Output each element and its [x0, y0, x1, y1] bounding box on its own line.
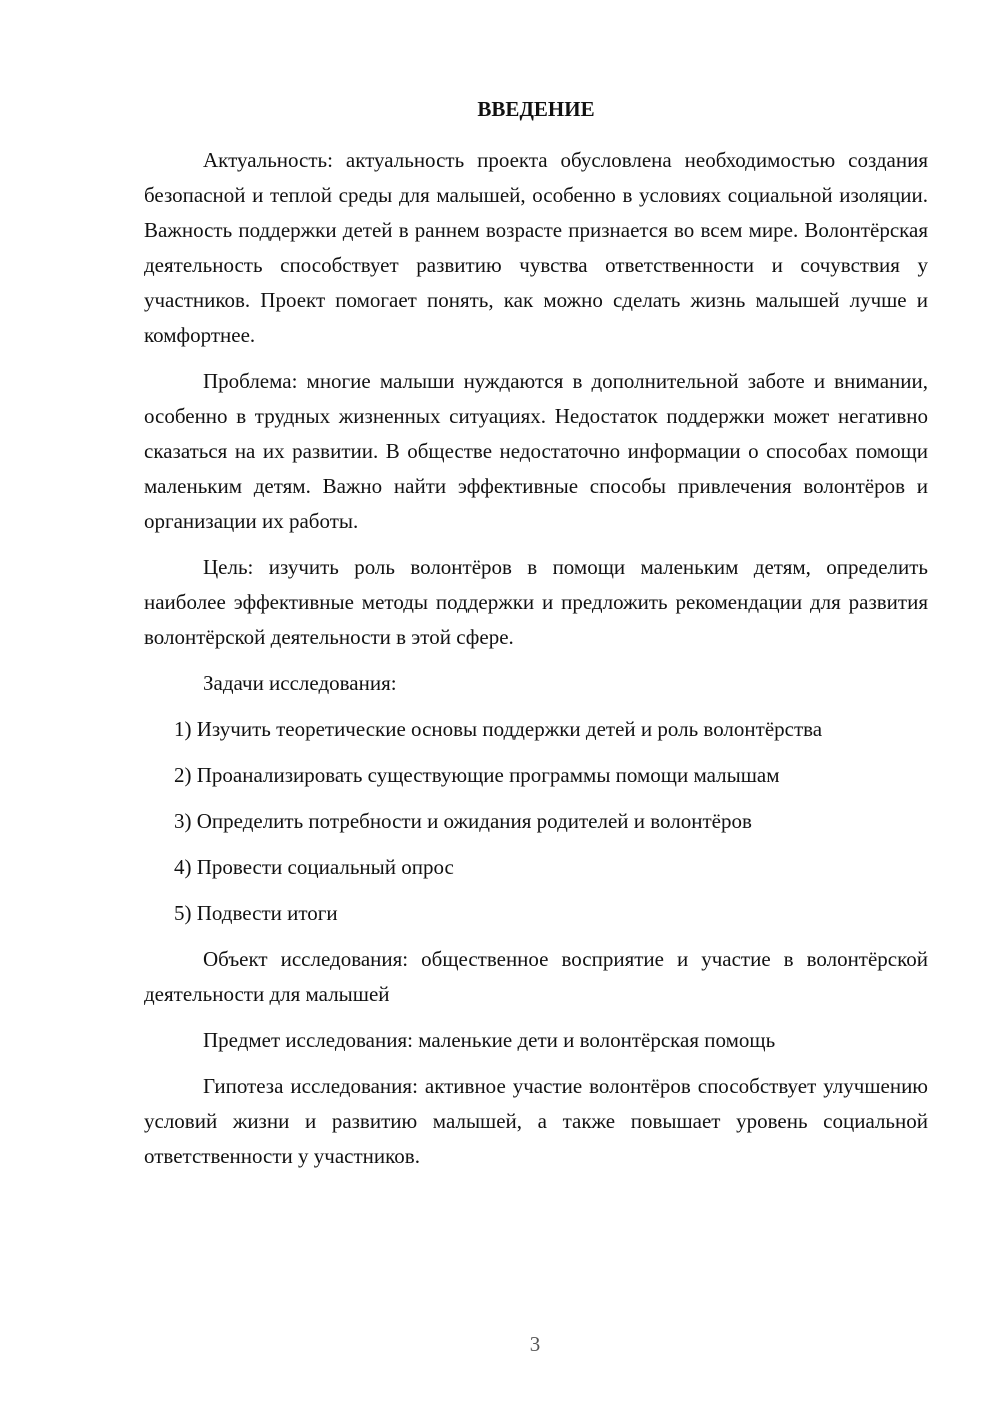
task-item-1: 1) Изучить теоретические основы поддержки детей и роль волонтёрства: [174, 717, 823, 741]
task-item-5: 5) Подвести итоги: [174, 901, 338, 925]
paragraph-object: Объект исследования: общественное восприятие и участие в волонтёрской деятельности для малышей: [144, 947, 928, 1006]
paragraph-problem: Проблема: многие малыши нуждаются в дополнительной заботе и внимании, особенно в трудных жизненных ситуациях. Недостаток поддержки может негативно сказаться на их развитии. В обществе недостаточно информации о способах помощи маленьким детям. Важно найти эффективные способы привлечения волонтёров и организации их работы.: [144, 369, 928, 533]
document-body: [144, 92, 928, 1185]
task-item-4: 4) Провести социальный опрос: [174, 855, 454, 879]
task-item-2: 2) Проанализировать существующие программы помощи малышам: [174, 763, 780, 787]
paragraph-tasks-heading: Задачи исследования:: [203, 671, 397, 695]
page-number: 3: [529, 1332, 541, 1356]
paragraph-hypothesis: Гипотеза исследования: активное участие волонтёров способствует улучшению условий жизни и развитию малышей, а также повышает уровень социальной ответственности у участников.: [144, 1074, 928, 1168]
paragraph-goal: Цель: изучить роль волонтёров в помощи маленьким детям, определить наиболее эффективные методы поддержки и предложить рекомендации для развития волонтёрской деятельности в этой сфере.: [144, 555, 928, 649]
task-item-3: 3) Определить потребности и ожидания родителей и волонтёров: [174, 809, 752, 833]
page-title: ВВЕДЕНИЕ: [477, 97, 595, 121]
paragraph-subject: Предмет исследования: маленькие дети и волонтёрская помощь: [203, 1028, 776, 1052]
paragraph-relevance: Актуальность: актуальность проекта обусловлена необходимостью создания безопасной и теплой среды для малышей, особенно в условиях социальной изоляции. Важность поддержки детей в раннем возрасте признается во всем мире. Волонтёрская деятельность способствует развитию чувства ответственности и сочувствия у участников. Проект помогает понять, как можно сделать жизнь малышей лучше и комфортнее.: [144, 148, 928, 347]
